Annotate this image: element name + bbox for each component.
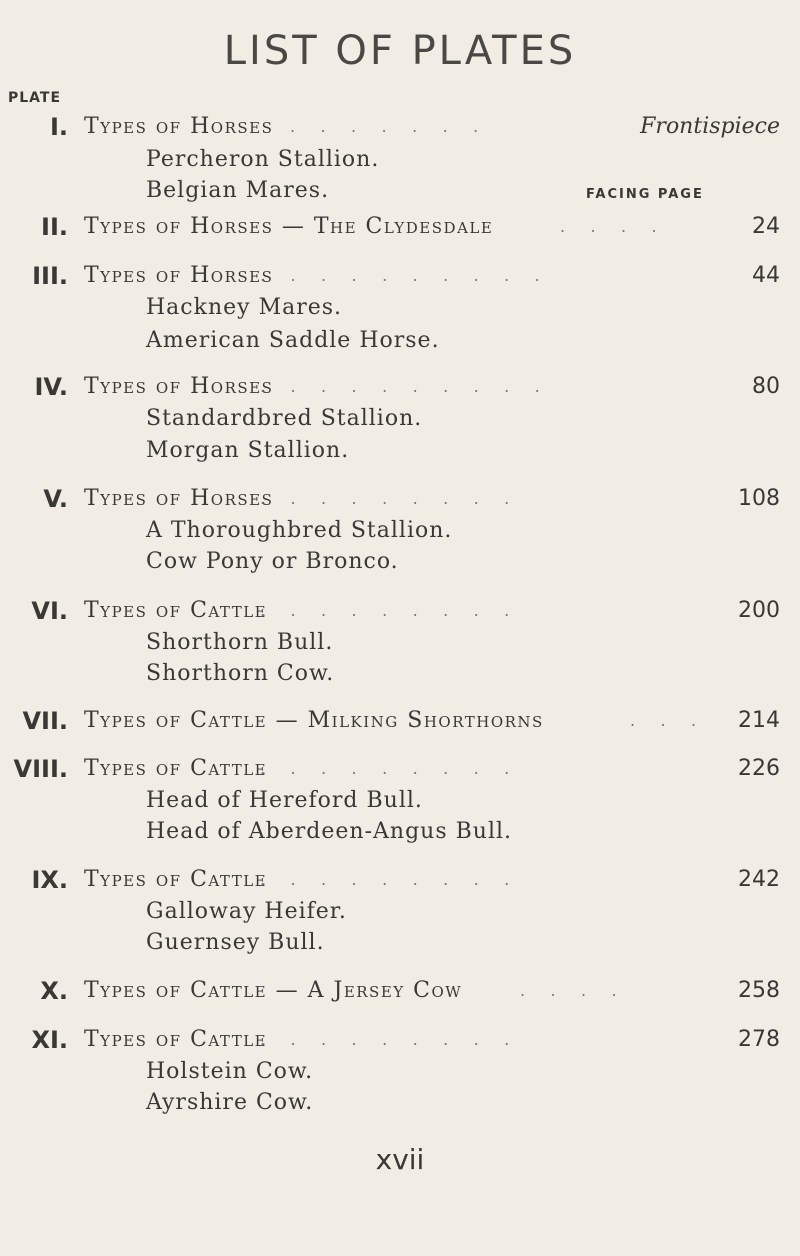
plate-page: 24 [752, 214, 780, 239]
plate-numeral: II. [41, 213, 68, 241]
plate-column-heading: PLATE [8, 90, 62, 106]
plate-page: 278 [738, 1027, 780, 1052]
plate-numeral: IX. [31, 866, 68, 894]
plate-page: 44 [752, 263, 780, 288]
plate-numeral: VIII. [13, 755, 68, 783]
plate-numeral: III. [32, 262, 68, 290]
plate-title: Types of Horses — The Clydesdale [84, 214, 494, 239]
page-title: LIST OF PLATES [223, 28, 577, 74]
leader-dots: . . . . . . . . . . [260, 266, 540, 285]
plate-subtitle: Galloway Heifer. [146, 899, 347, 924]
plate-page: Frontispiece [640, 114, 780, 139]
plate-subtitle: Hackney Mares. [146, 295, 343, 320]
plate-numeral: I. [49, 113, 68, 141]
leader-dots: . . . [630, 711, 697, 730]
plate-title: Types of Cattle [84, 756, 268, 781]
plate-title: Types of Cattle [84, 1027, 268, 1052]
facing-page-column-heading: FACING PAGE [586, 187, 704, 202]
plate-title: Types of Horses [84, 374, 274, 399]
plate-numeral: IV. [34, 373, 68, 401]
plate-subtitle: Belgian Mares. [146, 178, 330, 203]
plate-title: Types of Horses [84, 263, 274, 288]
leader-dots: . . . . . . . [290, 117, 479, 136]
plate-subtitle: American Saddle Horse. [146, 328, 440, 353]
leader-dots: . . . . . . . . . [260, 1030, 510, 1049]
plate-subtitle: A Thoroughbred Stallion. [146, 518, 453, 543]
plate-page: 258 [738, 978, 780, 1003]
plate-page: 80 [752, 374, 780, 399]
leader-dots: . . . . [560, 217, 657, 236]
plate-subtitle: Morgan Stallion. [146, 438, 350, 463]
plate-subtitle: Shorthorn Cow. [146, 661, 335, 686]
plate-title: Types of Cattle [84, 598, 268, 623]
plate-numeral: XI. [31, 1026, 68, 1054]
plate-page: 226 [738, 756, 780, 781]
plate-page: 108 [738, 486, 780, 511]
plate-numeral: V. [43, 485, 68, 513]
plate-numeral: VI. [31, 597, 68, 625]
plate-numeral: X. [40, 977, 68, 1005]
leader-dots: . . . . . . . . . [260, 759, 510, 778]
plate-page: 214 [738, 708, 780, 733]
plate-page: 200 [738, 598, 780, 623]
plate-title: Types of Horses [84, 486, 274, 511]
plate-title: Types of Horses [84, 114, 274, 139]
page-folio: xvii [375, 1143, 425, 1176]
plate-subtitle: Head of Hereford Bull. [146, 788, 423, 813]
plate-title: Types of Cattle — Milking Shorthorns [84, 708, 544, 733]
plate-subtitle: Standardbred Stallion. [146, 406, 423, 431]
leader-dots: . . . . . . . . . [260, 601, 510, 620]
plate-subtitle: Percheron Stallion. [146, 147, 380, 172]
plate-title: Types of Cattle [84, 867, 268, 892]
leader-dots: . . . . [520, 981, 617, 1000]
leader-dots: . . . . . . . . . [260, 870, 510, 889]
plate-subtitle: Holstein Cow. [146, 1059, 314, 1084]
plate-title: Types of Cattle — A Jersey Cow [84, 978, 463, 1003]
plate-subtitle: Head of Aberdeen-Angus Bull. [146, 819, 513, 844]
plate-subtitle: Guernsey Bull. [146, 930, 325, 955]
leader-dots: . . . . . . . . . [260, 489, 510, 508]
plate-subtitle: Cow Pony or Bronco. [146, 549, 399, 574]
plate-page: 242 [738, 867, 780, 892]
plate-subtitle: Ayrshire Cow. [146, 1090, 314, 1115]
plate-subtitle: Shorthorn Bull. [146, 630, 334, 655]
plate-numeral: VII. [22, 707, 68, 735]
leader-dots: . . . . . . . . . . [260, 377, 540, 396]
